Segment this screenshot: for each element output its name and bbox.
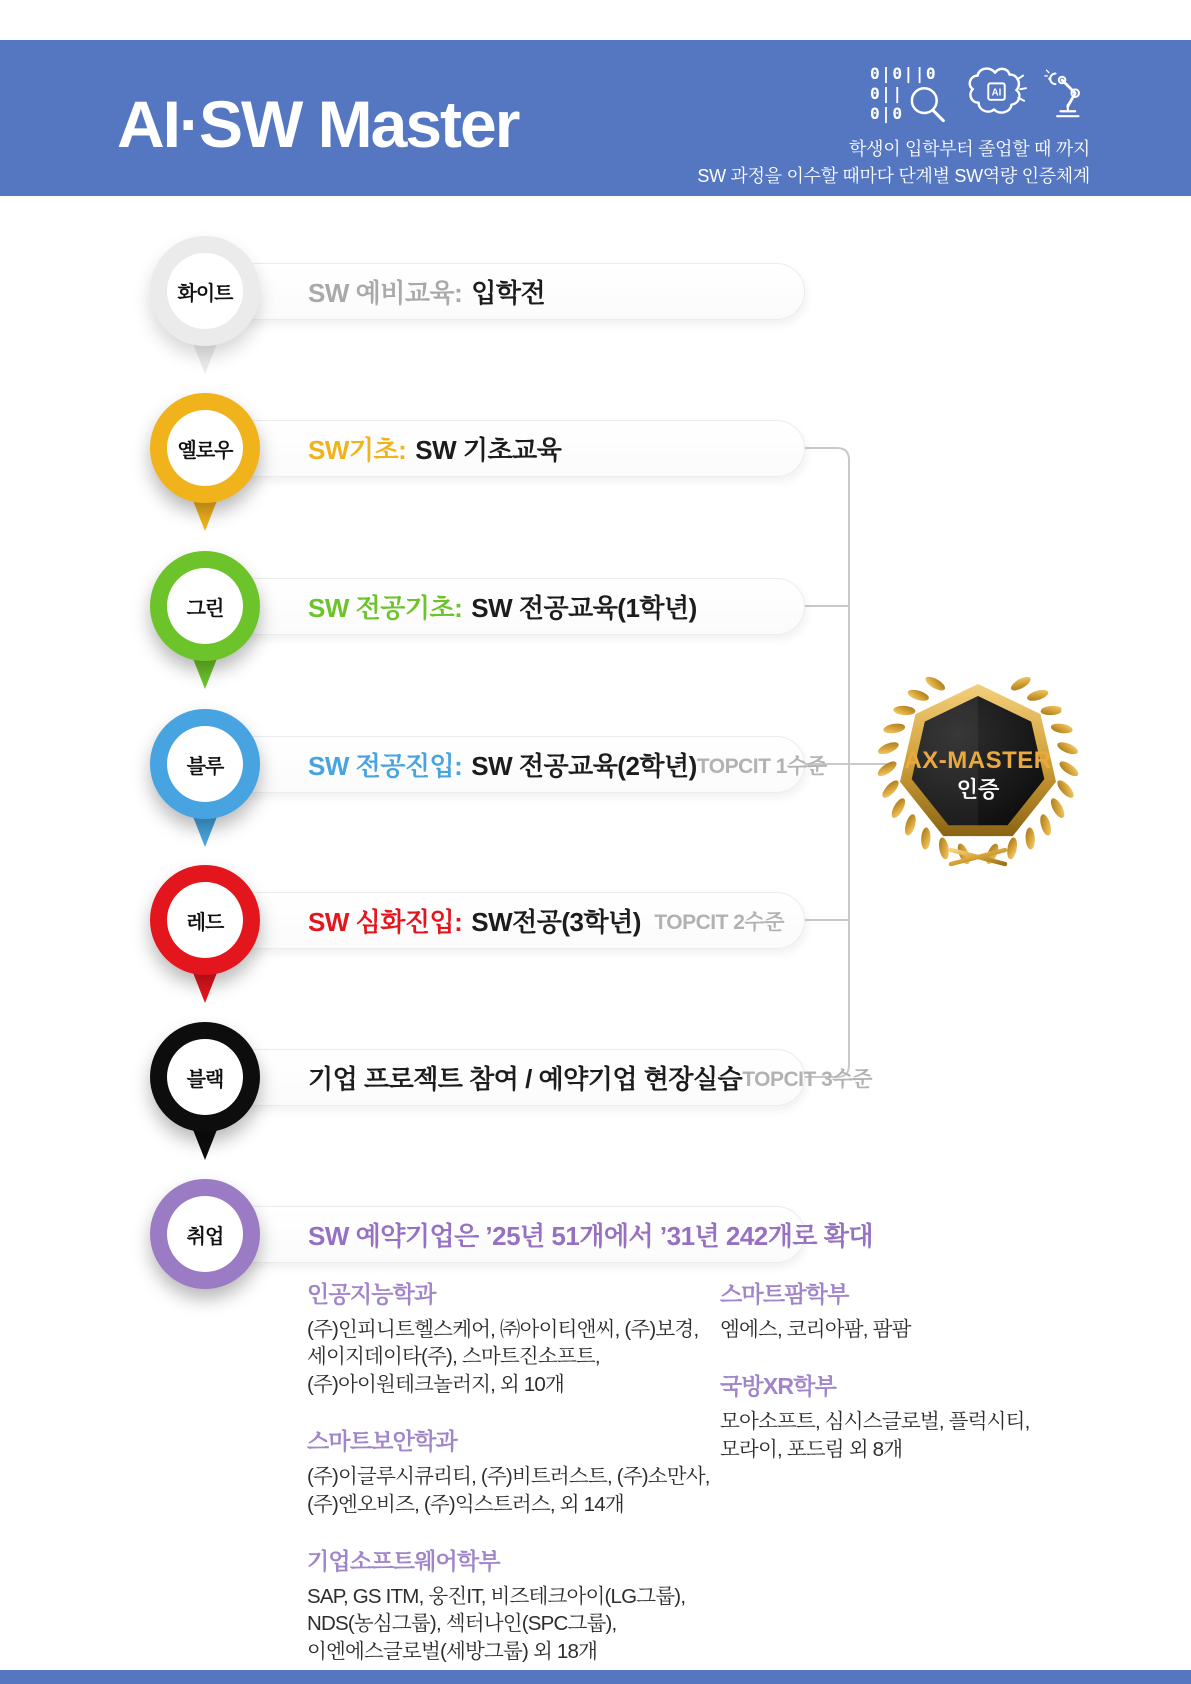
level-pin-white [150,236,260,346]
level-prefix: SW 심화진입: [308,907,463,937]
level-pin-black [150,1022,260,1132]
company-line: 이엔에스글로벌(세방그룹) 외 18개 [307,1639,598,1663]
level-pill-employment [205,1206,873,1263]
topcit-label: TOPCIT 1수준 [696,754,827,778]
company-line: (주)인피니트헬스케어, ㈜아이티앤씨, (주)보경, [307,1318,699,1341]
level-prefix: SW 전공진입: [308,751,463,781]
department-name: 기업소프트웨어학부 [307,1548,500,1575]
level-prefix: SW 전공기초: [308,593,463,623]
binary-search-icon [870,64,950,124]
robot-arm-icon [1044,64,1090,124]
level-pill-green [205,578,805,635]
pin-label: 블랙 [167,1039,243,1115]
badge-title: AX-MASTER [904,747,1052,774]
ai-chip-label: AI [991,87,1002,99]
tagline-line-1: 학생이 입학부터 졸업할 때 까지 [849,139,1090,159]
company-line: 모라이, 포드림 외 8개 [720,1437,903,1461]
company-line: 세이지데이타(주), 스마트진소프트, [307,1345,600,1369]
level-pin-green [150,551,260,661]
ax-master-badge [873,659,1083,869]
topcit-label: TOPCIT 2수준 [654,910,784,934]
footer-band [0,1670,1191,1684]
pin-label: 옐로우 [167,410,243,486]
level-main-text: 기업 프로젝트 참여 / 예약기업 현장실습 [308,1064,743,1094]
level-pin-yellow [150,393,260,503]
level-main-text: SW 기초교육 [415,435,562,465]
pin-label: 블루 [167,726,243,802]
department-name: 국방XR학부 [720,1373,837,1400]
level-main-text: SW 예약기업은 ’25년 51개에서 ’31년 242개로 확대 [308,1221,873,1251]
topcit-label: TOPCIT 3수준 [742,1067,872,1091]
department-group [720,1276,1140,1343]
wreath-stems [951,850,1005,864]
level-pill-blue [205,736,827,793]
badge-subtitle: 인증 [956,777,1000,802]
company-line: 모아소프트, 심시스글로벌, 플럭시티, [720,1410,1030,1434]
header-icons [870,64,1090,124]
pin-label: 취업 [167,1196,243,1272]
department-group [307,1423,710,1518]
department-name: 인공지능학과 [307,1281,436,1307]
pin-label: 그린 [167,568,243,644]
company-line: 엠에스, 코리아팜, 팜팜 [720,1318,911,1341]
company-line: (주)아이원테크놀러지, 외 10개 [307,1372,564,1396]
tagline-line-2: SW 과정을 이수할 때마다 단계별 SW역량 인증체계 [697,166,1090,186]
departments-right-column [720,1276,1140,1488]
company-line: SAP, GS ITM, 웅진IT, 비즈테크아이(LG그룹), [307,1585,686,1609]
level-pin-employment [150,1179,260,1289]
company-line: (주)이글루시큐리티, (주)비트러스트, (주)소만사, [307,1465,710,1489]
level-main-text: SW 전공교육(1학년) [471,593,697,623]
level-prefix: SW기초: [308,435,407,465]
department-name: 스마트팜학부 [720,1281,849,1307]
department-group [307,1543,707,1665]
level-pill-red [205,892,805,949]
page-title: AI·SW Master [117,87,519,161]
company-line: (주)엔오비즈, (주)익스트러스, 외 14개 [307,1492,624,1516]
level-pill-black [205,1049,872,1106]
ai-brain-icon [966,64,1028,124]
binary-row: 0|0 [870,103,904,123]
departments-left-column [307,1276,710,1684]
level-pill-yellow [205,420,805,477]
department-group [720,1368,1140,1463]
level-main-text: SW전공(3학년) [471,907,641,937]
level-main-text: 입학전 [471,278,546,308]
department-name: 스마트보안학과 [307,1428,457,1455]
pin-label: 레드 [167,882,243,958]
level-main-text: SW 전공교육(2학년) [471,751,697,781]
header-tagline [697,136,1090,190]
level-pin-red [150,865,260,975]
level-prefix: SW 예비교육: [308,278,463,308]
department-group [307,1276,707,1398]
binary-row: 0|| [870,83,904,103]
level-pin-blue [150,709,260,819]
binary-row: 0|0||0 [870,64,938,83]
company-line: NDS(농심그룹), 섹터나인(SPC그룹), [307,1612,617,1636]
level-pill-white [205,263,805,320]
pin-label: 화이트 [167,253,243,329]
